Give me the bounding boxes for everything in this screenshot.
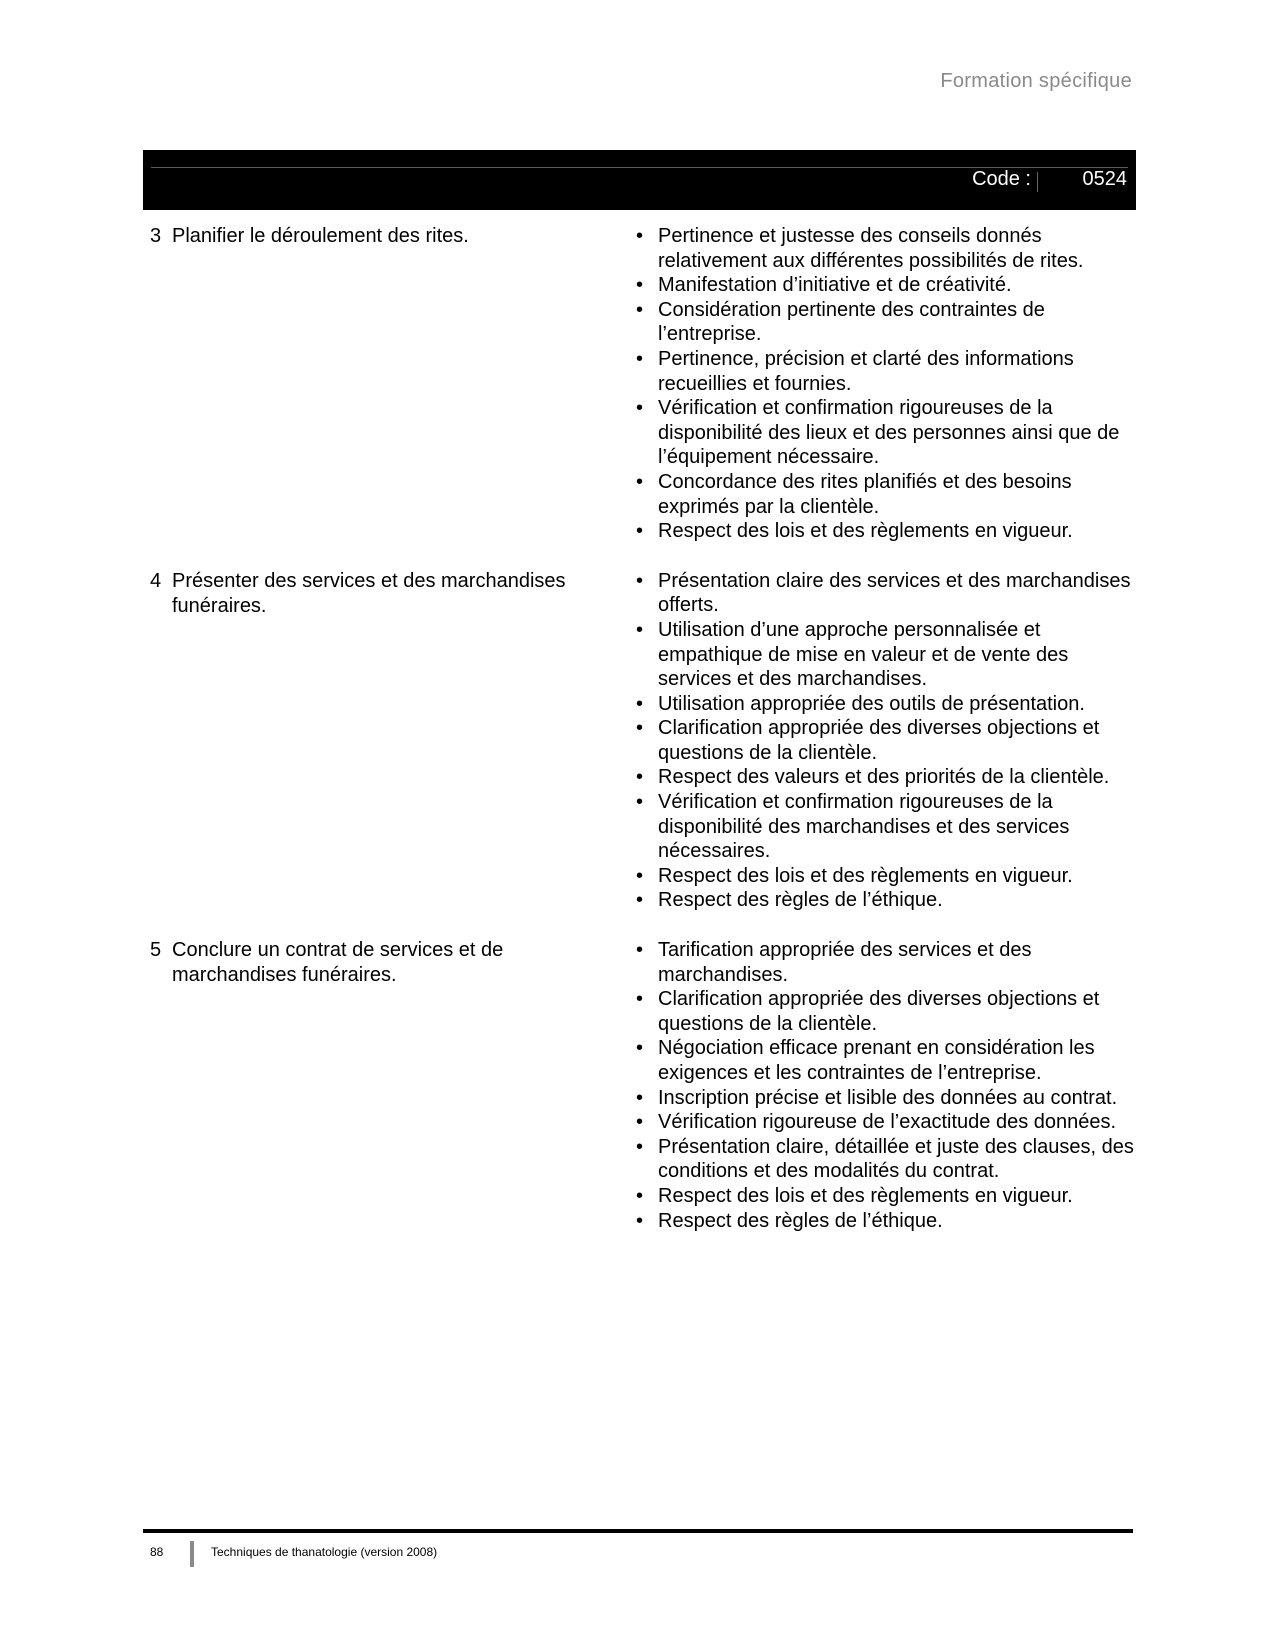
criterion: • Respect des lois et des règlements en vigueur. [633,1184,1136,1209]
task-number: 4 [150,569,162,592]
criterion: • Respect des lois et des règlements en vigueur. [633,864,1136,889]
table-row [143,224,1136,544]
criterion: • Négociation efficace prenant en considération les exigences et les contraintes de l’entreprise. [633,1036,1136,1085]
page-number: 88 [150,1545,164,1559]
criterion: • Clarification appropriée des diverses objections et questions de la clientèle. [633,987,1136,1036]
footer-divider [190,1541,194,1567]
criterion: • Vérification et confirmation rigoureuses de la disponibilité des marchandises et des services nécessaires. [633,790,1136,864]
task-number: 3 [150,225,162,247]
task-text: Planifier le déroulement des rites. [172,225,469,247]
criteria-table [143,224,1136,1258]
task-cell [143,569,633,913]
criterion: • Pertinence, précision et clarté des informations recueillies et fournies. [633,347,1136,396]
criterion: • Vérification rigoureuse de l’exactitude des données. [633,1110,1136,1135]
criterion: • Inscription précise et lisible des données au contrat. [633,1086,1136,1111]
code-separator [1037,172,1038,192]
code-bar [143,150,1136,210]
criterion: • Respect des lois et des règlements en vigueur. [633,519,1136,544]
task-number: 5 [150,939,162,962]
task-text: Conclure un contrat de services et de marchandises funéraires. [172,939,504,987]
task-cell [143,224,633,544]
table-row [143,938,1136,1233]
criteria-cell [633,224,1136,544]
criterion: • Présentation claire, détaillée et juste des clauses, des conditions et des modalités du contrat. [633,1135,1136,1184]
criteria-list [633,569,1136,913]
criterion: • Considération pertinente des contraintes de l’entreprise. [633,298,1136,347]
criteria-cell [633,938,1136,1233]
criterion: • Respect des règles de l’éthique. [633,1209,1136,1234]
running-header: Formation spécifique [940,70,1132,92]
criterion: • Manifestation d’initiative et de créativité. [633,273,1136,298]
footer-rule [143,1529,1133,1533]
criteria-list [633,224,1136,544]
criterion: • Tarification appropriée des services et des marchandises. [633,938,1136,987]
criterion: • Utilisation appropriée des outils de présentation. [633,692,1136,717]
criterion: • Respect des valeurs et des priorités de la clientèle. [633,765,1136,790]
table-row [143,569,1136,913]
criterion: • Vérification et confirmation rigoureuses de la disponibilité des lieux et des personnes ainsi que de l’équipement nécessaire. [633,396,1136,470]
criterion: • Utilisation d’une approche personnalisée et empathique de mise en valeur et de vente des services et des marchandises. [633,618,1136,692]
criterion: • Présentation claire des services et des marchandises offerts. [633,569,1136,618]
task-text: Présenter des services et des marchandises funéraires. [172,569,566,617]
criteria-list [633,938,1136,1233]
criterion: • Pertinence et justesse des conseils donnés relativement aux différentes possibilités de rites. [633,224,1136,273]
criteria-cell [633,569,1136,913]
task-cell [143,938,633,1233]
code-value: 0524 [1082,168,1127,190]
criterion: • Clarification appropriée des diverses objections et questions de la clientèle. [633,716,1136,765]
document-title: Techniques de thanatologie (version 2008) [211,1545,438,1559]
criterion: • Concordance des rites planifiés et des besoins exprimés par la clientèle. [633,470,1136,519]
criterion: • Respect des règles de l’éthique. [633,888,1136,913]
code-label: Code : [972,168,1031,190]
